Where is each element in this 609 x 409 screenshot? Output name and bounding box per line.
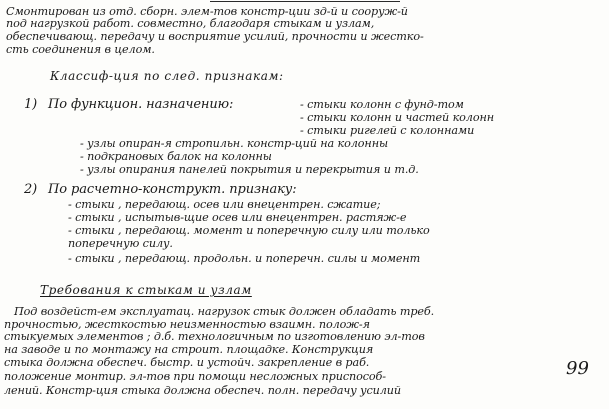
intro-line-3: обеспечивающ. передачу и восприятие усилий, прочности и жестко- bbox=[6, 30, 424, 43]
intro-line-4: сть соединения в целом. bbox=[6, 43, 155, 56]
classification-heading: Классиф-ция по след. признакам: bbox=[50, 69, 284, 83]
requirements-line-1: Под воздейст-ем эксплуатац. нагрузок стык должен обладать треб. bbox=[14, 305, 435, 318]
section1-title: По функцион. назначению: bbox=[48, 97, 234, 112]
section2-number: 2) bbox=[24, 182, 38, 197]
section1-number: 1) bbox=[24, 97, 38, 112]
requirements-line-6: положение монтир. эл-тов при помощи несложных приспособ- bbox=[4, 370, 386, 383]
section1-item-1: - узлы опиран-я стропильн. констр-ций на колонны bbox=[80, 137, 388, 150]
section2-item-4: поперечную силу. bbox=[68, 237, 173, 250]
section2-item-1: - стыки , передающ. осев или внецентрен. сжатие; bbox=[68, 198, 381, 211]
requirements-heading: Требования к стыкам и узлам bbox=[40, 283, 252, 297]
section2-item-2: - стыки , испытыв-щие осев или внецентрен. растяж-е bbox=[68, 211, 407, 224]
requirements-line-4: на заводе и по монтажу на строит. площадке. Конструкция bbox=[4, 343, 374, 356]
section2-item-3: - стыки , передающ. момент и поперечную силу или только bbox=[68, 224, 430, 237]
section1-item-2: - подкрановых балок на колонны bbox=[80, 150, 272, 163]
intro-line-1: Смонтирован из отд. сборн. элем-тов констр-ции зд-й и сооруж-й bbox=[6, 5, 408, 18]
section1-item-3: - узлы опирания панелей покрытия и перекрытия и т.д. bbox=[80, 163, 419, 176]
section1-subitem-3: - стыки ригелей с колоннами bbox=[300, 124, 475, 137]
requirements-line-7: лений. Констр-ция стыка должна обеспеч. полн. передачу усилий bbox=[4, 384, 402, 397]
section2-title: По расчетно-конструкт. признаку: bbox=[48, 182, 297, 197]
requirements-line-2: прочностью, жесткостью неизменностью взаимн. полож-я bbox=[4, 318, 370, 331]
section2-item-5: - стыки , передающ. продольн. и поперечн. силы и момент bbox=[68, 252, 421, 265]
requirements-line-3: стыкуемых элементов ; д.б. технологичным по изготовлению эл-тов bbox=[4, 330, 425, 343]
page-number: 99 bbox=[566, 358, 589, 379]
section1-subitem-1: - стыки колонн с фунд-том bbox=[300, 98, 464, 111]
intro-line-2: под нагрузкой работ. совместно, благодаря стыкам и узлам, bbox=[6, 17, 375, 30]
section1-subitem-2: - стыки колонн и частей колонн bbox=[300, 111, 494, 124]
top-edge-scribble bbox=[210, 1, 400, 2]
requirements-line-5: стыка должна обеспеч. быстр. и устойч. закрепление в раб. bbox=[4, 356, 370, 369]
